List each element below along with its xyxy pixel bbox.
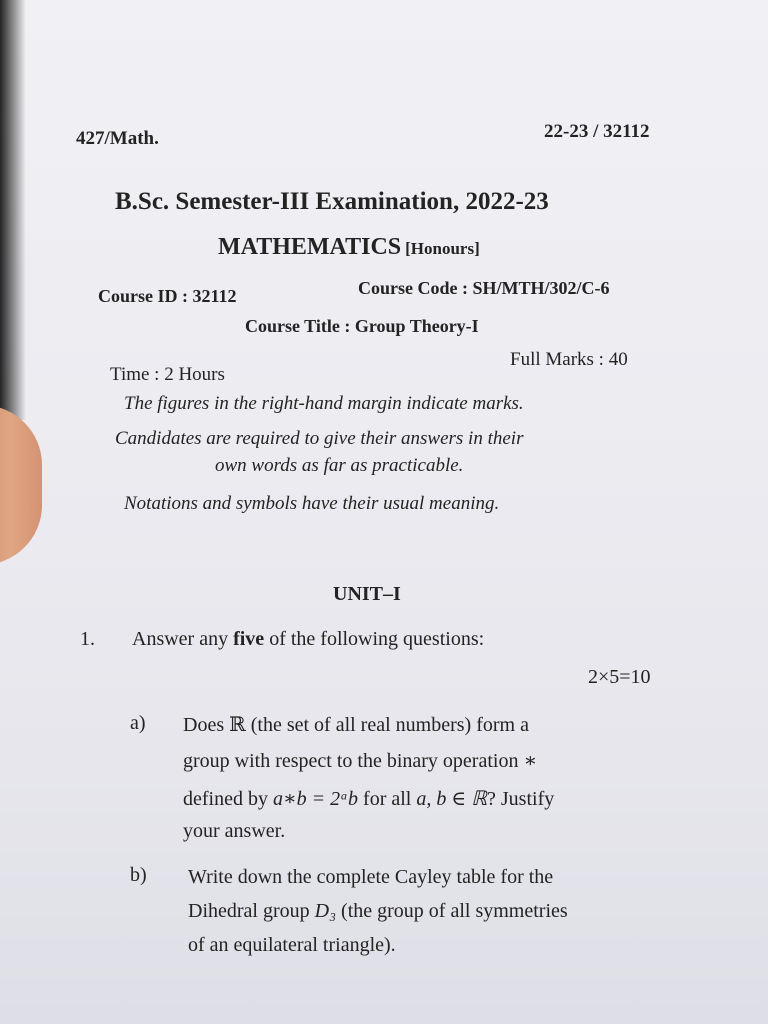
paper-code: 427/Math. — [76, 128, 159, 149]
part-a-line4: your answer. — [183, 820, 286, 842]
part-b-group: D₃ — [314, 900, 337, 922]
part-a-text: defined by — [183, 788, 273, 810]
part-a-formula: a∗b = 2ᵃb — [272, 788, 359, 810]
instruction-own-words-2: own words as far as practicable. — [215, 455, 464, 476]
part-b-text: Dihedral group — [188, 900, 315, 922]
background-shadow — [0, 0, 26, 420]
question-prompt — [132, 628, 484, 651]
instruction-marks: The figures in the right-hand margin indicate marks. — [124, 393, 524, 414]
instruction-notations: Notations and symbols have their usual meaning. — [124, 493, 500, 514]
part-b-label: b) — [130, 864, 147, 886]
course-id: Course ID : 32112 — [98, 286, 237, 306]
unit-heading: UNIT–I — [333, 583, 401, 605]
subject: MATHEMATICS — [218, 234, 402, 260]
subject-line — [218, 234, 480, 261]
part-a-label: a) — [130, 712, 146, 734]
paper-number: 22-23 / 32112 — [544, 121, 650, 142]
part-b-line3: of an equilateral triangle). — [188, 934, 396, 956]
exam-title: B.Sc. Semester-III Examination, 2022-23 — [115, 188, 549, 215]
prompt-text-end: of the following questions: — [264, 628, 485, 650]
part-a-line3 — [183, 786, 554, 811]
part-a-line2: group with respect to the binary operation ∗ — [183, 750, 538, 772]
part-b-line1: Write down the complete Cayley table for the — [188, 866, 554, 888]
part-a-text-end: ? Justify — [487, 788, 555, 810]
part-a-domain: a, b ∈ ℝ — [416, 788, 488, 810]
question-number: 1. — [80, 628, 95, 650]
prompt-text: Answer any — [132, 628, 234, 650]
course-title: Course Title : Group Theory-I — [245, 316, 479, 336]
exam-time: Time : 2 Hours — [110, 364, 225, 385]
part-a-text-mid: for all — [358, 788, 417, 810]
honours-label: [Honours] — [405, 239, 480, 258]
part-b-text-end: (the group of all symmetries — [336, 900, 568, 922]
question-marks: 2×5=10 — [588, 666, 651, 688]
prompt-emphasis: five — [233, 628, 265, 650]
part-b-line2 — [188, 900, 568, 923]
course-code: Course Code : SH/MTH/302/C-6 — [358, 278, 610, 298]
part-a-line1: Does ℝ (the set of all real numbers) form a — [183, 714, 529, 736]
full-marks: Full Marks : 40 — [510, 349, 628, 370]
instruction-own-words-1: Candidates are required to give their answers in their — [115, 428, 524, 449]
